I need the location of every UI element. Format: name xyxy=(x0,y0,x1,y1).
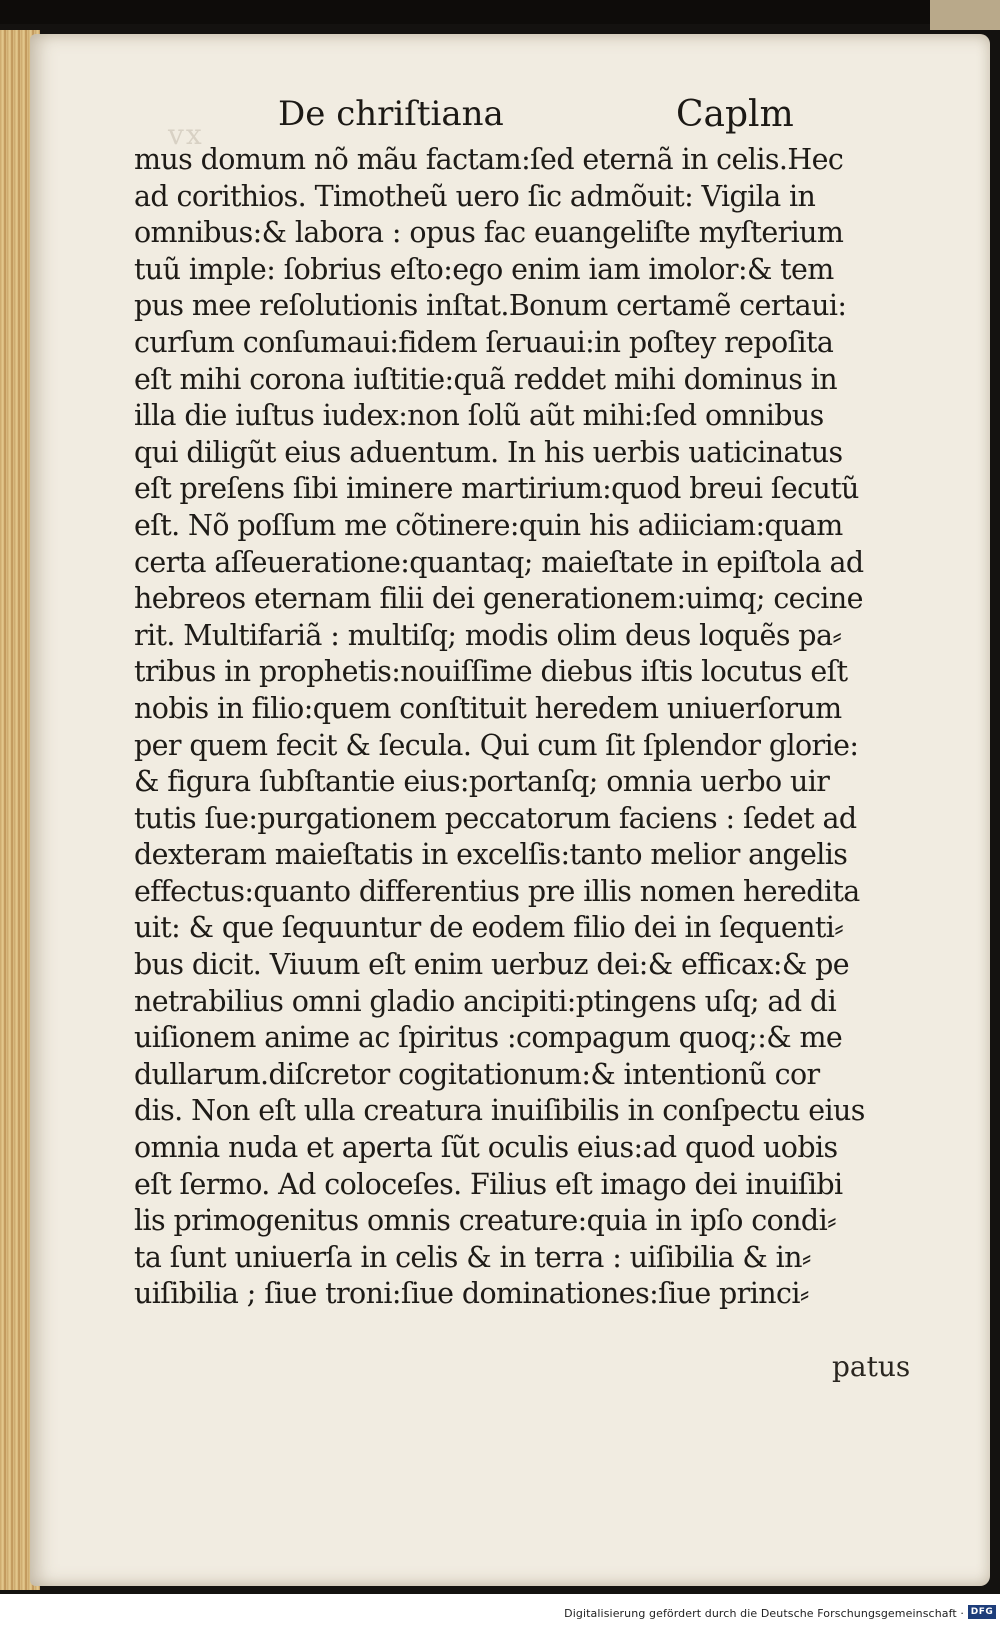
text-line: tribus in prophetis:nouiſſime diebus iſtis locutus eſt xyxy=(134,655,848,689)
text-line: uiſibilia ; ſiue troni:ſiue dominationes:ſiue princi⸗ xyxy=(134,1277,809,1311)
text-line: ad corithios. Timotheũ uero ſic admõuit: Vigila in xyxy=(134,179,816,213)
text-line: omnia nuda et aperta ſũt oculis eius:ad quod uobis xyxy=(134,1131,838,1165)
running-title: De chriſtiana xyxy=(278,94,504,134)
text-line: pus mee reſolutionis inſtat.Bonum certamẽ certaui: xyxy=(134,289,847,323)
funding-credit: Digitalisierung gefördert durch die Deutsche Forschungsgemeinschaft · xyxy=(564,1607,964,1620)
text-line: hebreos eternam filii dei generationem:uimq; cecine xyxy=(134,582,863,616)
text-line: eſt preſens ſibi iminere martirium:quod breui ſecutũ xyxy=(134,472,859,506)
text-line: uiſionem anime ac ſpiritus :compagum quoq;:& me xyxy=(134,1021,843,1055)
text-line: dullarum.diſcretor cogitationum:& intentionũ cor xyxy=(134,1057,820,1091)
text-line: uit: & que ſequuntur de eodem filio dei in ſequenti⸗ xyxy=(134,911,844,945)
text-line: bus dicit. Viuum eſt enim uerbuz dei:& efficax:& pe xyxy=(134,948,850,982)
text-line: eſt mihi corona iuſtitie:quã reddet mihi dominus in xyxy=(134,362,838,396)
text-line: illa die iuſtus iudex:non ſolũ aũt mihi:ſed omnibus xyxy=(134,399,824,433)
text-line: tuũ imple: ſobrius eſto:ego enim iam imolor:& tem xyxy=(134,252,834,286)
text-line: effectus:quanto differentius pre illis nomen heredita xyxy=(134,874,860,908)
digitization-footer xyxy=(0,1594,1000,1636)
text-line: certa aſſeueratione:quantaq; maieſtate in epiſtola ad xyxy=(134,545,864,579)
catchword: patus xyxy=(832,1350,911,1383)
text-line: mus domum nõ mãu factam:ſed eternã in celis.Hec xyxy=(134,143,844,176)
text-line: rit. Multifariã : multiſq; modis olim deus loquẽs pa⸗ xyxy=(134,618,842,652)
text-line: dis. Non eſt ulla creatura inuiſibilis in conſpectu eius xyxy=(134,1094,865,1128)
text-line: tutis ſue:purgationem peccatorum faciens : ſedet ad xyxy=(134,801,857,835)
text-line: curſum conſumaui:fidem ſeruaui:in poſtey repoſita xyxy=(134,325,834,359)
text-line: ta ſunt uniuerſa in celis & in terra : uiſibilia & in⸗ xyxy=(134,1240,811,1274)
text-line: dexteram maieſtatis in excelſis:tanto melior angelis xyxy=(134,838,848,872)
adjacent-page-corner xyxy=(930,0,1000,30)
text-line: per quem fecit & ſecula. Qui cum ſit ſplendor glorie: xyxy=(134,728,859,762)
body-text xyxy=(134,142,934,1313)
chapter-heading: Caplm xyxy=(676,94,794,135)
text-line: eſt. Nõ poſſum me cõtinere:quin his adiiciam:quam xyxy=(134,508,843,542)
show-through-mark: vx xyxy=(168,118,204,151)
text-line: qui diligũt eius aduentum. In his uerbis uaticinatus xyxy=(134,435,843,469)
dfg-logo: DFG xyxy=(968,1605,996,1619)
scanner-top-edge xyxy=(0,0,1000,24)
text-line: eſt ſermo. Ad coloceſes. Filius eſt imago dei inuiſibi xyxy=(134,1167,843,1201)
text-line: lis primogenitus omnis creature:quia in ipſo condi⸗ xyxy=(134,1204,836,1238)
text-line: nobis in filio:quem conſtituit heredem uniuerſorum xyxy=(134,691,842,725)
text-line: netrabilius omni gladio ancipiti:ptingens uſq; ad di xyxy=(134,984,837,1018)
running-header xyxy=(278,94,798,144)
text-line: omnibus:& labora : opus fac euangeliſte myſterium xyxy=(134,216,844,250)
text-line: & figura ſubſtantie eius:portanſq; omnia uerbo uir xyxy=(134,765,830,799)
